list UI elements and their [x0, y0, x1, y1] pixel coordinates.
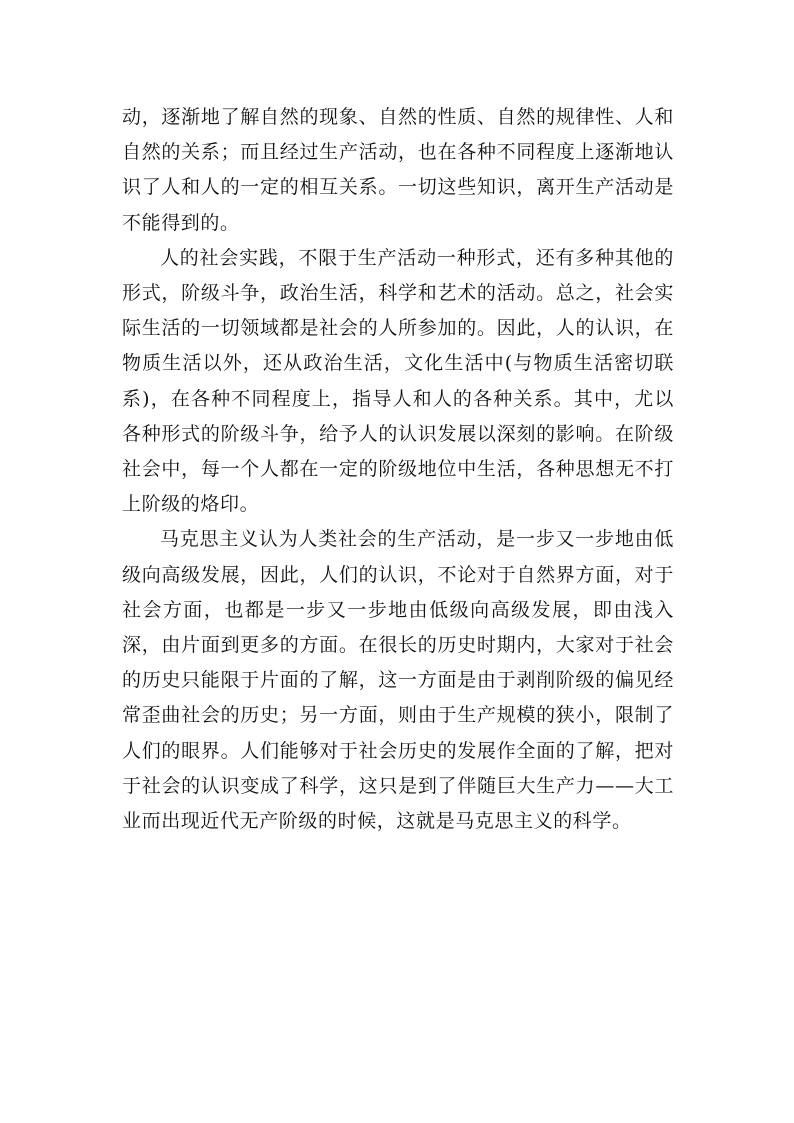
paragraph-marxism: 马克思主义认为人类社会的生产活动，是一步又一步地由低级向高级发展，因此，人们的认识，不论对于自然界方面，对于社会方面，也都是一步又一步地由低级向高级发展，即由浅入深，由片面到更多的方面。在很长的历史时期内，大家对于社会的历史只能限于片面的了解，这一方面是由于剥削阶级的偏见经常歪曲社会的历史；另一方面，则由于生产规模的狭小，限制了人们的眼界。人们能够对于社会历史的发展作全面的了解，把对于社会的认识变成了科学，这只是到了伴随巨大生产力——大工业而出现近代无产阶级的时候，这就是马克思主义的科学。 [122, 528, 674, 833]
body-text [122, 100, 674, 839]
paragraph-social-practice: 人的社会实践，不限于生产活动一种形式，还有多种其他的形式，阶级斗争，政治生活，科学和艺术的活动。总之，社会实际生活的一切领域都是社会的人所参加的。因此，人的认识，在物质生活以外，还从政治生活，文化生活中(与物质生活密切联系)，在各种不同程度上，指导人和人的各种关系。其中，尤以各种形式的阶级斗争，给予人的认识发展以深刻的影响。在阶级社会中，每一个人都在一定的阶级地位中生活，各种思想无不打上阶级的烙印。 [122, 246, 674, 516]
paragraph-continuation: 动，逐渐地了解自然的现象、自然的性质、自然的规律性、人和自然的关系；而且经过生产活动，也在各种不同程度上逐渐地认识了人和人的一定的相互关系。一切这些知识，离开生产活动是不能得到的。 [122, 106, 674, 234]
